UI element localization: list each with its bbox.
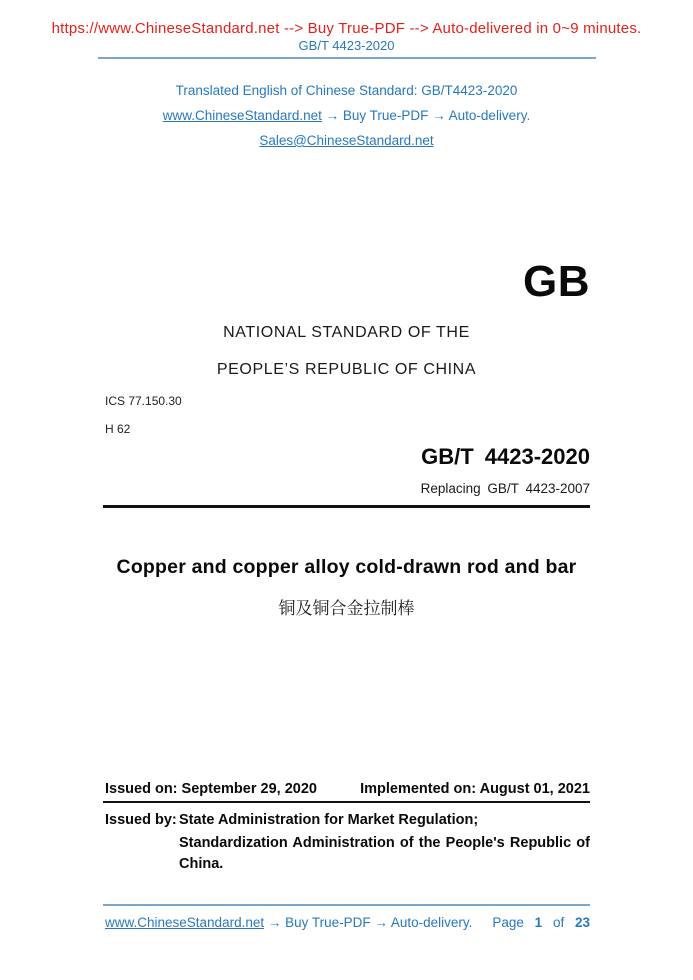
national-standard-line2: PEOPLE’S REPUBLIC OF CHINA [216, 361, 477, 378]
translated-standard-line: Translated English of Chinese Standard: GB/T4423-2020 [175, 83, 518, 98]
top-banner-notice: https://www.ChineseStandard.net --> Buy True-PDF --> Auto-delivered in 0~9 minutes. [51, 20, 642, 37]
title-divider-line [103, 505, 590, 508]
implemented-on-date: Implemented on: August 01, 2021 [360, 781, 590, 797]
footer-site-link[interactable]: www.ChineseStandard.net [105, 915, 265, 930]
site-link[interactable]: www.ChineseStandard.net [162, 108, 322, 123]
issued-on-date: Issued on: September 29, 2020 [105, 781, 317, 797]
page-indicator [492, 915, 590, 930]
page-of-label: of [552, 915, 565, 930]
standard-title-chinese: 铜及铜合金拉制棒 [278, 599, 415, 618]
standard-number: GB/T 4423-2020 [421, 444, 590, 469]
issuer-list [179, 810, 590, 875]
page-label: Page [492, 915, 524, 930]
replacing-note: Replacing GB/T 4423-2007 [420, 481, 590, 496]
sales-email-link[interactable]: Sales@ChineseStandard.net [259, 133, 434, 148]
issued-by-block [105, 810, 590, 875]
national-standard-line1: NATIONAL STANDARD OF THE [223, 324, 470, 341]
footer-divider-line [103, 904, 590, 906]
footer-site-line [105, 915, 472, 930]
ics-code: ICS 77.150.30 [105, 394, 182, 408]
page-total: 23 [574, 915, 590, 930]
site-link-line [0, 108, 693, 123]
page-current: 1 [534, 915, 543, 930]
gb-logo: GB [523, 257, 590, 306]
issuer-line-3: China. [179, 856, 224, 872]
issued-by-label: Issued by: [105, 812, 177, 828]
issuer-line-1: State Administration for Market Regulation; [179, 812, 479, 828]
issuer-line-2: Standardization Administration of the People's Republic of [179, 835, 590, 851]
standard-title-english: Copper and copper alloy cold-drawn rod and bar [116, 556, 577, 578]
site-link-suffix: → Buy True-PDF → Auto-delivery. [321, 108, 531, 123]
header-divider-line [98, 57, 596, 59]
sales-email-line [0, 133, 693, 148]
dates-row [105, 781, 590, 797]
dates-divider-line [103, 801, 590, 803]
footer-site-suffix: → Buy True-PDF → Auto-delivery. [264, 915, 473, 930]
classification-code: H 62 [105, 422, 131, 436]
header-doc-code: GB/T 4423-2020 [298, 38, 395, 53]
